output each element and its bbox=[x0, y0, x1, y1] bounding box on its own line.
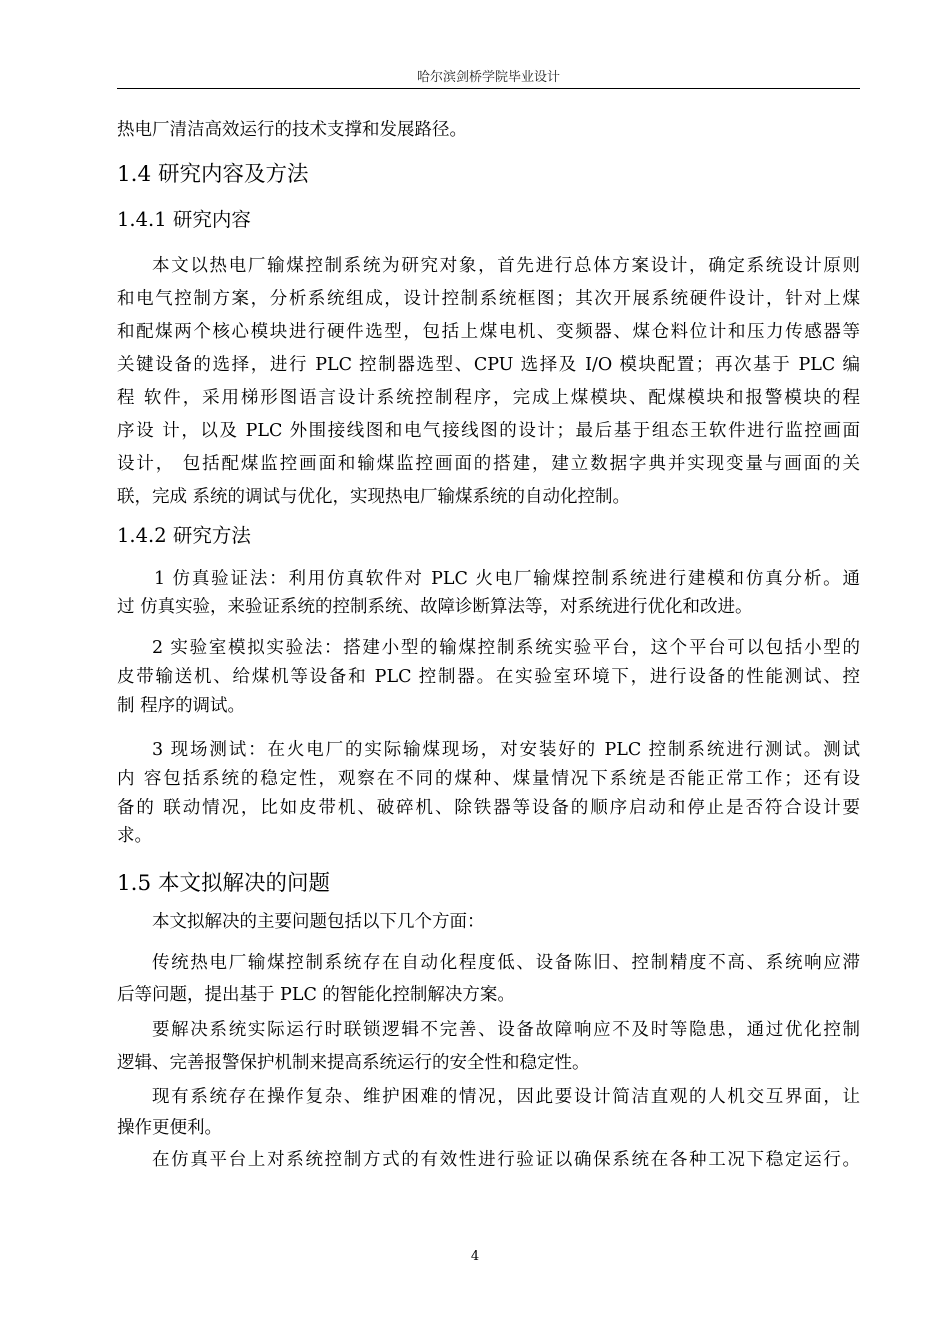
paragraph-line: 后等问题，提出基于 PLC 的智能化控制解决方案。 bbox=[117, 985, 515, 1005]
method-line: 求。 bbox=[117, 826, 152, 846]
paragraph-line: 设计， 包括配煤监控画面和输煤监控画面的搭建，建立数据字典并实现变量与画面的关 bbox=[117, 454, 860, 474]
page-number: 4 bbox=[470, 1249, 480, 1264]
section-heading-1-4-2: 1.4.2 研究方法 bbox=[117, 524, 251, 547]
page-header: 哈尔滨剑桥学院毕业设计 bbox=[416, 70, 560, 85]
paragraph-line: 关键设备的选择，进行 PLC 控制器选型、CPU 选择及 I/O 模块配置；再次基于 PLC 编 bbox=[117, 355, 860, 375]
paragraph-line: 本文拟解决的主要问题包括以下几个方面： bbox=[152, 912, 485, 932]
paragraph-line: 传统热电厂输煤控制系统存在自动化程度低、设备陈旧、控制精度不高、系统响应滞 bbox=[152, 953, 860, 973]
paragraph-line: 操作更便利。 bbox=[117, 1118, 222, 1138]
paragraph-line: 要解决系统实际运行时联锁逻辑不完善、设备故障响应不及时等隐患，通过优化控制 bbox=[152, 1020, 860, 1040]
paragraph-line: 现有系统存在操作复杂、维护困难的情况，因此要设计简洁直观的人机交互界面，让 bbox=[152, 1087, 860, 1107]
method-line: 2 实验室模拟实验法：搭建小型的输煤控制系统实验平台，这个平台可以包括小型的 bbox=[152, 638, 860, 658]
paragraph-line: 逻辑、完善报警保护机制来提高系统运行的安全性和稳定性。 bbox=[117, 1053, 590, 1073]
paragraph-line: 本文以热电厂输煤控制系统为研究对象，首先进行总体方案设计，确定系统设计原则 bbox=[152, 256, 860, 276]
method-line: 过 仿真实验，来验证系统的控制系统、故障诊断算法等，对系统进行优化和改进。 bbox=[117, 597, 753, 617]
method-line: 3 现场测试：在火电厂的实际输煤现场，对安装好的 PLC 控制系统进行测试。测试 bbox=[152, 740, 860, 760]
section-heading-1-5: 1.5 本文拟解决的问题 bbox=[117, 871, 331, 896]
method-line: 1 仿真验证法：利用仿真软件对 PLC 火电厂输煤控制系统进行建模和仿真分析。通 bbox=[154, 569, 860, 589]
method-line: 皮带输送机、给煤机等设备和 PLC 控制器。在实验室环境下，进行设备的性能测试、控 bbox=[117, 667, 860, 687]
paragraph-line: 序设 计，以及 PLC 外围接线图和电气接线图的设计；最后基于组态王软件进行监控画面 bbox=[117, 421, 860, 441]
text-line: 热电厂清洁高效运行的技术支撑和发展路径。 bbox=[117, 120, 467, 140]
paragraph-line: 程 软件，采用梯形图语言设计系统控制程序，完成上煤模块、配煤模块和报警模块的程 bbox=[117, 388, 860, 408]
header-rule bbox=[117, 88, 860, 89]
paragraph-line: 联，完成 系统的调试与优化，实现热电厂输煤系统的自动化控制。 bbox=[117, 487, 631, 507]
paragraph-line: 和配煤两个核心模块进行硬件选型，包括上煤电机、变频器、煤仓料位计和压力传感器等 bbox=[117, 322, 860, 342]
paragraph-line: 和电气控制方案，分析系统组成，设计控制系统框图；其次开展系统硬件设计，针对上煤 bbox=[117, 289, 860, 309]
method-line: 内 容包括系统的稳定性，观察在不同的煤种、煤量情况下系统是否能正常工作；还有设 bbox=[117, 769, 860, 789]
method-line: 备的 联动情况，比如皮带机、破碎机、除铁器等设备的顺序启动和停止是否符合设计要 bbox=[117, 798, 860, 818]
paragraph-line: 在仿真平台上对系统控制方式的有效性进行验证以确保系统在各种工况下稳定运行。 bbox=[152, 1150, 860, 1170]
method-line: 制 程序的调试。 bbox=[117, 696, 246, 716]
section-heading-1-4-1: 1.4.1 研究内容 bbox=[117, 208, 251, 231]
section-heading-1-4: 1.4 研究内容及方法 bbox=[117, 162, 309, 187]
